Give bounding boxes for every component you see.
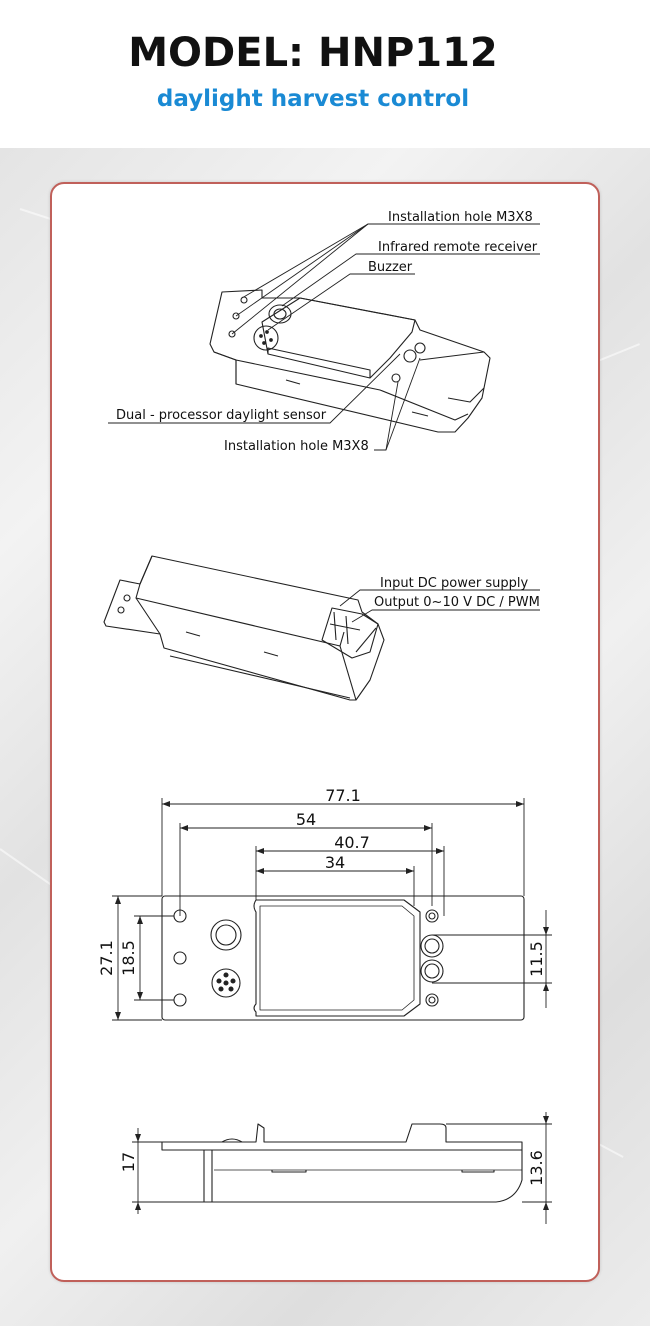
dim-cover-span: 40.7 xyxy=(334,833,370,852)
label-buzzer: Buzzer xyxy=(368,260,413,275)
dim-width: 27.1 xyxy=(97,940,116,976)
label-infrared-receiver: Infrared remote receiver xyxy=(378,240,538,255)
dimension-lines-front xyxy=(112,798,552,1020)
dimension-lines-side xyxy=(132,1112,552,1224)
model-prefix: MODEL: xyxy=(128,30,305,76)
label-daylight-sensor: Dual - processor daylight sensor xyxy=(116,408,327,423)
label-installation-hole-bottom: Installation hole M3X8 xyxy=(224,439,369,454)
dim-hole-pitch: 18.5 xyxy=(119,940,138,976)
label-installation-hole-top: Installation hole M3X8 xyxy=(388,210,533,225)
label-output: Output 0~10 V DC / PWM xyxy=(374,595,540,610)
model-code: HNP112 xyxy=(318,30,498,76)
dimension-arrows-side xyxy=(135,1116,549,1210)
callout-labels xyxy=(116,210,540,610)
dimension-values xyxy=(97,786,546,1186)
product-subtitle: daylight harvest control xyxy=(156,86,470,112)
label-input-power: Input DC power supply xyxy=(380,576,529,591)
dim-port-pitch: 11.5 xyxy=(527,941,546,977)
side-view-outline xyxy=(162,1124,522,1202)
isometric-device-side xyxy=(104,556,384,700)
dim-total-length: 77.1 xyxy=(325,786,361,805)
dim-cover-inner: 34 xyxy=(324,853,346,872)
front-view-outline xyxy=(162,896,524,1020)
dim-hole-span: 54 xyxy=(295,810,317,829)
dim-height: 17 xyxy=(119,1151,138,1173)
dim-body-height: 13.6 xyxy=(527,1150,546,1186)
